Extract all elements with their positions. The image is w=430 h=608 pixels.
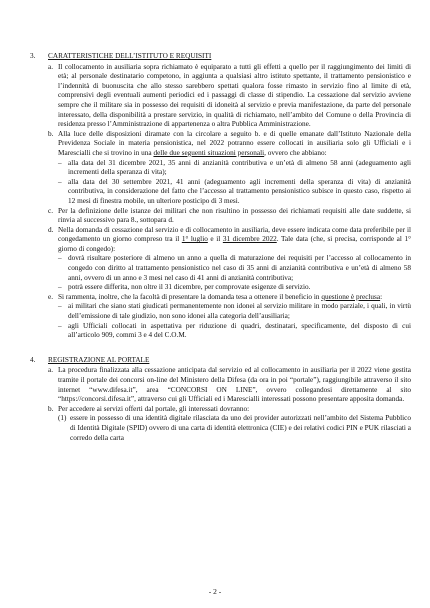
- paragraph-text: Si rammenta, inoltre, che la facoltà di presentare la domanda tesa a ottenere il beneficio in: [58, 292, 322, 301]
- paragraph-text: Nella domanda di cessazione dal servizio e di collocamento in ausiliaria, deve essere indicata come data preferibile per il congedamento un giorno compreso tra il: [58, 225, 411, 244]
- paragraph-3c: [48, 207, 411, 226]
- paragraph-text: La procedura finalizzata alla cessazione anticipata dal servizio ed al collocamento in ausiliaria per il 2022 viene gestita tramite il portale dei concorsi on-line del Ministero della Difesa (da ora in poi “portale”), raggiungibile attraverso il sito internet “www.difesa.it”, area “CONCORSI ON LINE”, ovvero collegandosi direttamente al sito “https://concorsi.difesa.it”, attraverso cui gli Ufficiali ed i Marescialli interessati possono presentare apposita domanda.: [58, 366, 411, 404]
- paragraph-3b: [48, 130, 411, 207]
- paragraph-text: , ovvero che abbiano:: [264, 148, 327, 157]
- section-title: CARATTERISTICHE DELL’ISTITUTO E REQUISITI: [48, 52, 212, 60]
- dash-marker: –: [58, 283, 62, 292]
- paragraph-4b: [48, 405, 411, 443]
- underlined-date: 1° luglio: [181, 235, 208, 244]
- dash-marker: –: [58, 254, 62, 263]
- numbered-marker: (1): [58, 414, 67, 423]
- underlined-date: 31 dicembre 2022: [222, 235, 277, 244]
- dash-text: dovrà risultare posteriore di almeno un anno a quella di maturazione dei requisiti per l’accesso al collocamento in congedo con diritto al trattamento pensionistico nel caso di 35 anni di anzianità contributiva e un’età di almeno 58 anni, ovvero di un anno e 3 mesi nel caso di 41 anni di anzianità contributiva;: [68, 254, 411, 282]
- paragraph-letter: e.: [48, 292, 54, 301]
- numbered-item: [58, 414, 411, 443]
- dash-item: [58, 322, 411, 341]
- paragraph-3a: [48, 63, 411, 130]
- dash-marker: –: [58, 321, 62, 330]
- dash-marker: –: [58, 302, 62, 311]
- paragraph-letter: b.: [48, 129, 54, 138]
- paragraph-text: Per la definizione delle istanze dei militari che non risultino in possesso dei richiamati requisiti alle date suddette, si rinvia al successivo para 8., sottopara d.: [58, 206, 411, 225]
- dash-text: ai militari che siano stati giudicati permanentemente non idonei al servizio militare in modo parziale, i quali, in virtù dell’emissione di tale giudizio, non sono idonei alla categoria dell’ausiliaria;: [68, 302, 411, 321]
- section-number: 4.: [30, 355, 36, 364]
- paragraph-letter: d.: [48, 225, 54, 234]
- paragraph-text: Per accedere ai servizi offerti dal portale, gli interessati dovranno:: [58, 404, 250, 413]
- paragraph-letter: c.: [48, 206, 54, 215]
- dash-marker: –: [58, 158, 62, 167]
- dash-item: [58, 159, 411, 178]
- document-page: [26, 52, 411, 443]
- section-spacer: [26, 341, 411, 356]
- section-3: [26, 52, 411, 341]
- dash-item: [58, 178, 411, 207]
- paragraph-3d: [48, 226, 411, 293]
- underlined-text: delle due seguenti situazioni personali: [153, 148, 265, 157]
- section-title: REGISTRAZIONE AL PORTALE: [48, 355, 150, 364]
- section-number: 3.: [30, 52, 36, 60]
- paragraph-text: Il collocamento in ausiliaria sopra richiamato è equiparato a tutti gli effetti a quello per il raggiungimento dei limiti di età; al personale destinatario competono, in aggiunta a qualsiasi altro istituto spettante, il trattamento pensionistico e l’indennità di buonuscita che allo stesso sarebbero spettati qualora fosse rimasto in servizio fino al limite di età, comprensivi degli eventuali aumenti periodici ed i passaggi di classe di stipendio. La cessazione dal servizio avviene sempre che il militare sia in possesso dei requisiti di idoneità al servizio e previa manifestazione, da parte del personale interessato, della disponibilità a prestare servizio, in qualità di richiamato, nell’ambito del Comune o della Provincia di residenza presso l’Amministrazione di appartenenza o altra Pubblica Amministrazione.: [58, 62, 411, 129]
- dash-text: agli Ufficiali collocati in aspettativa per riduzione di quadri, destinatari, specificamente, del disposto di cui all’articolo 909, commi 3 e 4 del C.O.M.: [68, 321, 411, 340]
- dash-item: [58, 302, 411, 321]
- underlined-text: questione è preclusa: [321, 292, 381, 301]
- page-number: - 2 -: [208, 587, 222, 596]
- numbered-text: essere in possesso di una identità digitale rilasciata da uno dei provider autorizzati nell’ambito del Sistema Pubblico di Identità Digitale (SPID) ovvero di una carta di identità elettronica (CIE) e dei relativi codici PIN e PUK rilasciati a corredo della carta: [70, 414, 411, 442]
- paragraph-text: Alla luce delle disposizioni diramate con la circolare a seguito b. e di quelle emanate dall’Istituto Nazionale della Previdenza Sociale in materia pensionistica, nel 2022 potranno essere collocati in ausiliaria solo gli Ufficiali e i Marescialli che si trovino in una: [58, 129, 411, 157]
- paragraph-4a: [48, 366, 411, 404]
- dash-text: potrà essere differita, non oltre il 31 dicembre, per comprovate esigenze di servizio.: [68, 283, 311, 292]
- paragraph-text: . Tale data (che, si precisa, corrisponde al 1° giorno di congedo):: [58, 235, 411, 253]
- paragraph-letter: b.: [48, 404, 54, 413]
- dash-item: [58, 254, 411, 283]
- paragraph-letter: a.: [48, 62, 54, 71]
- paragraph-3e: [48, 293, 411, 341]
- dash-marker: –: [58, 177, 62, 186]
- dash-item: [58, 283, 411, 293]
- section-4: [26, 356, 411, 443]
- dash-text: alla data del 31 dicembre 2021, 35 anni di anzianità contributiva e un’età di almeno 58 anni (adeguamento agli incrementi della speranza di vita);: [68, 158, 411, 177]
- paragraph-text: :: [380, 292, 383, 301]
- dash-text: alla data del 30 settembre 2021, 41 anni (adeguamento agli incrementi della speranza di vita) di anzianità contributiva, in considerazione del fatto che l’accesso al trattamento pensionistico subisce in questo caso, rispetto ai 12 mesi di finestra mobile, un ulteriore posticipo di 3 mesi.: [68, 177, 411, 205]
- paragraph-text: e il: [207, 235, 223, 244]
- paragraph-letter: a.: [48, 366, 54, 375]
